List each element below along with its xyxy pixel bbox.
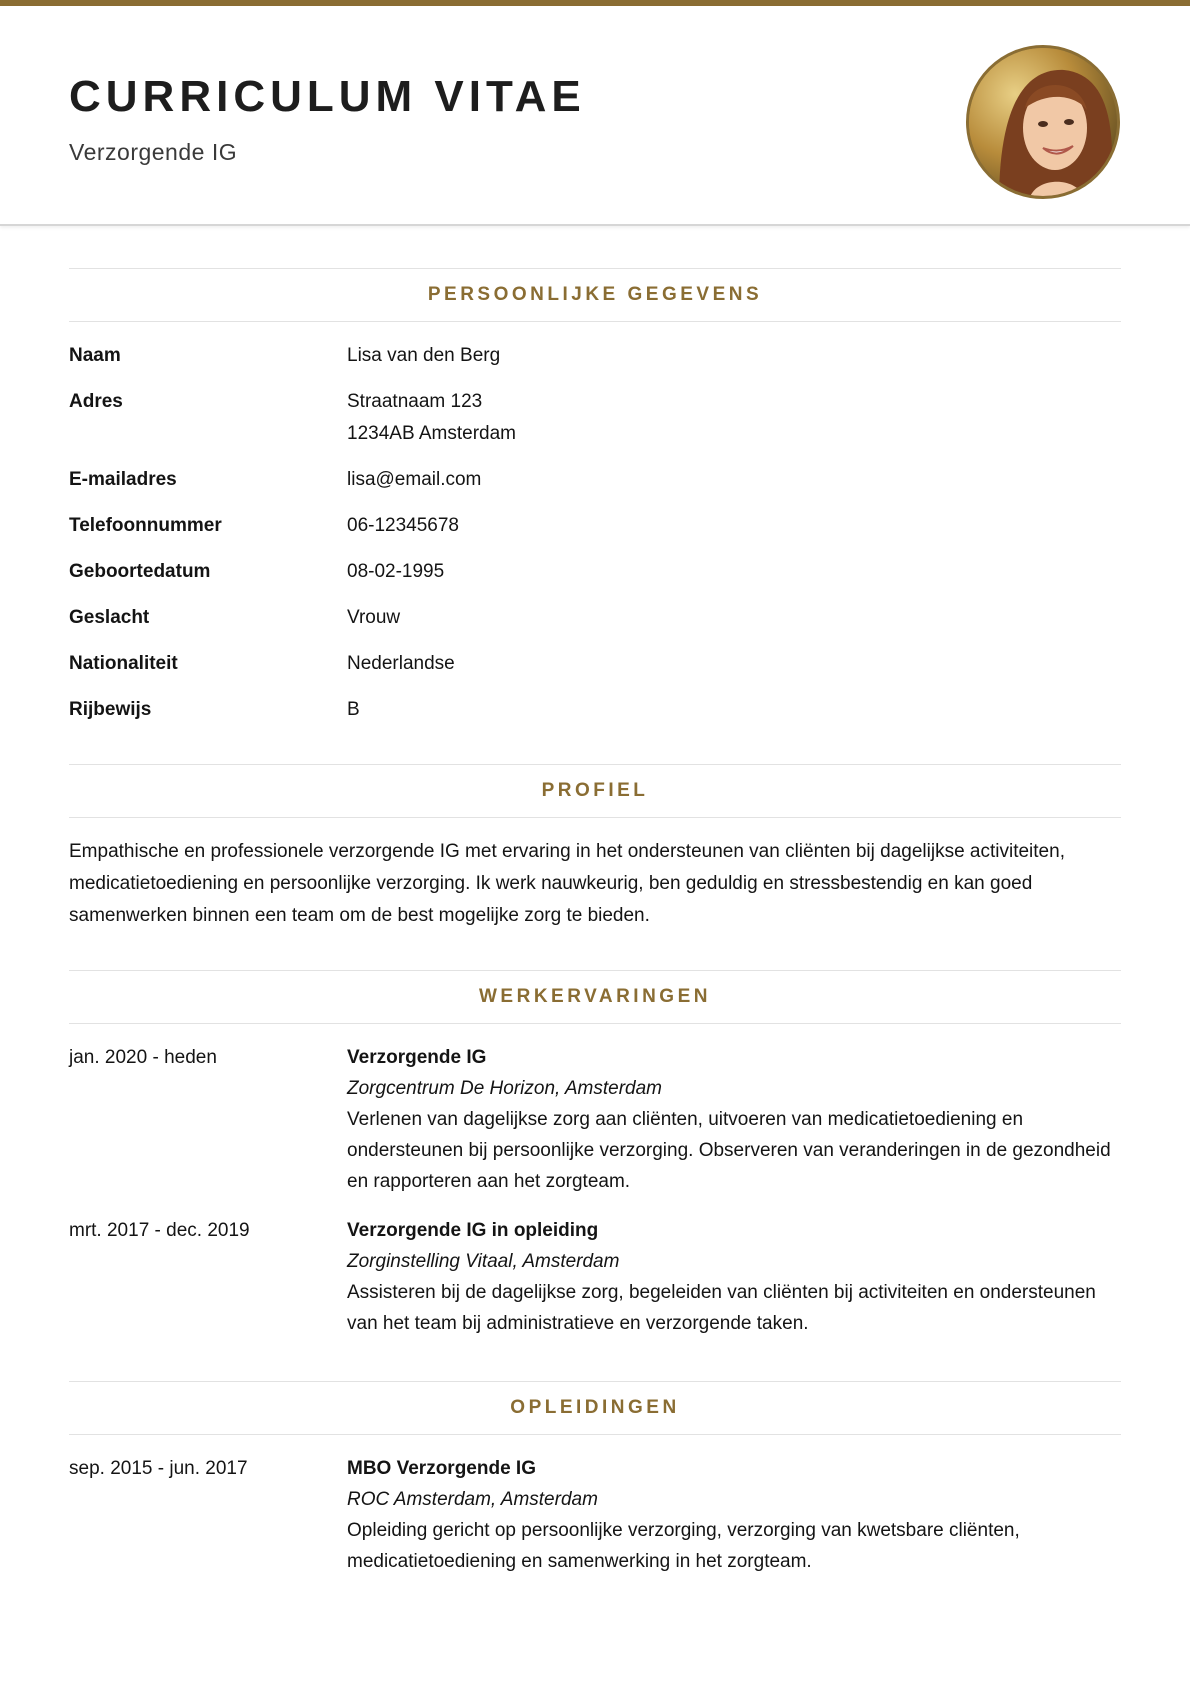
detail-row-nationality: Nationaliteit Nederlandse [69, 653, 455, 674]
avatar [966, 45, 1120, 199]
address-line-2: 1234AB Amsterdam [347, 423, 516, 444]
detail-row-address: Adres Straatnaam 123 1234AB Amsterdam [69, 386, 1121, 450]
profile-text: Empathische en professionele verzorgende IG met ervaring in het ondersteunen van cliënten bij dagelijkse activiteiten, medicatietoediening en persoonlijke verzorging. Ik werk nauwkeurig, ben geduldig en stressbestendig en kan goed samenwerken binnen een team om de best mogelijke zorg te bieden. [69, 841, 1065, 926]
education-entry [69, 1453, 1121, 1577]
entry-organization: ROC Amsterdam, Amsterdam [347, 1489, 598, 1510]
section-heading-profile: PROFIEL [69, 764, 1121, 818]
entry-role: MBO Verzorgende IG [347, 1458, 536, 1479]
cv-header [0, 6, 1190, 226]
job-title: Verzorgende IG [69, 139, 238, 165]
entry-description: Verlenen van dagelijkse zorg aan cliënten, uitvoeren van medicatietoediening en ondersteunen bij persoonlijke verzorging. Observeren van veranderingen in de gezondheid en rapporteren aan het zorgteam. [347, 1109, 1111, 1192]
cv-content [69, 268, 1121, 1619]
entry-organization: Zorgcentrum De Horizon, Amsterdam [347, 1078, 663, 1099]
entry-role: Verzorgende IG in opleiding [347, 1220, 599, 1241]
entry-period: jan. 2020 - heden [69, 1047, 217, 1068]
section-heading-personal: PERSOONLIJKE GEGEVENS [69, 268, 1121, 322]
work-entry [69, 1042, 1121, 1197]
entry-organization: Zorginstelling Vitaal, Amsterdam [347, 1251, 620, 1272]
section-heading-work: WERKERVARINGEN [69, 970, 1121, 1024]
address-line-1: Straatnaam 123 [347, 391, 483, 412]
page-title: CURRICULUM VITAE [69, 72, 586, 121]
work-experience-list [69, 1024, 1121, 1381]
detail-row-birthdate: Geboortedatum 08-02-1995 [69, 561, 445, 582]
education-list [69, 1435, 1121, 1619]
entry-period: sep. 2015 - jun. 2017 [69, 1458, 248, 1479]
detail-row-name: Naam Lisa van den Berg [69, 345, 501, 366]
work-entry [69, 1215, 1121, 1339]
entry-period: mrt. 2017 - dec. 2019 [69, 1220, 250, 1241]
entry-description: Assisteren bij de dagelijkse zorg, begeleiden van cliënten bij activiteiten en ondersteunen van het team bij administratieve en verzorgende taken. [347, 1282, 1096, 1334]
entry-description: Opleiding gericht op persoonlijke verzorging, verzorging van kwetsbare cliënten, medicatietoediening en samenwerking in het zorgteam. [347, 1520, 1020, 1572]
entry-role: Verzorgende IG [347, 1047, 487, 1068]
detail-row-license: Rijbewijs B [69, 699, 360, 720]
detail-row-email: E-mailadres lisa@email.com [69, 469, 482, 490]
section-heading-education: OPLEIDINGEN [69, 1381, 1121, 1435]
personal-details [69, 322, 1121, 764]
detail-row-phone: Telefoonnummer 06-12345678 [69, 515, 459, 536]
detail-row-gender: Geslacht Vrouw [69, 607, 401, 628]
portrait-icon [969, 48, 1120, 199]
